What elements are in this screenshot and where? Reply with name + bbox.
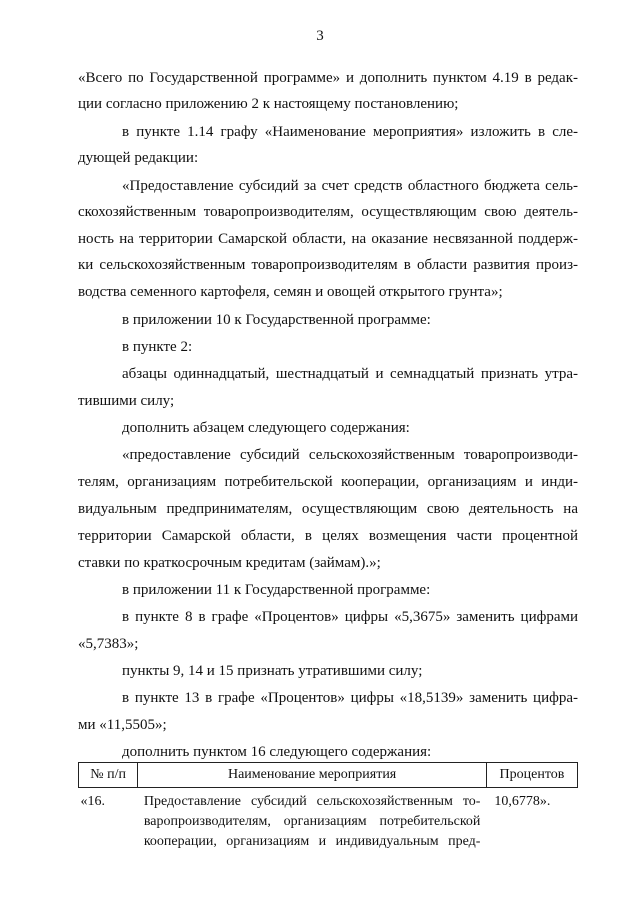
text-line: «предоставление субсидий сельскохозяйственным товаропроизводи-: [122, 447, 578, 463]
text-line: ми «11,5505»;: [78, 717, 167, 733]
text-line: ки сельскохозяйственным товаропроизводителям в области развития произ-: [78, 257, 578, 273]
text-line: в пункте 13 в графе «Процентов» цифры «18,5139» заменить цифра-: [122, 690, 578, 706]
text-line: ции согласно приложению 2 к настоящему постановлению;: [78, 96, 459, 112]
table-header-row: [79, 763, 578, 788]
text-line: дующей редакции:: [78, 150, 199, 166]
text-line: ность на территории Самарской области, на оказание несвязанной поддерж-: [78, 231, 578, 247]
row-name-line: варопроизводителям, организациям потребительской: [143, 814, 481, 829]
row-name: [138, 788, 487, 853]
measures-table: [78, 762, 578, 852]
text-line: дополнить пунктом 16 следующего содержания:: [122, 744, 432, 760]
text-line: пункты 9, 14 и 15 признать утратившими силу;: [122, 663, 423, 679]
text-line: в пункте 1.14 графу «Наименование мероприятия» изложить в сле-: [122, 124, 578, 140]
text-line: в пункте 8 в графе «Процентов» цифры «5,3675» заменить цифрами: [122, 609, 578, 625]
text-line: в пункте 2:: [122, 339, 193, 355]
column-header-number: № п/п: [79, 763, 138, 788]
text-line: водства семенного картофеля, семян и овощей открытого грунта»;: [78, 284, 503, 300]
text-line: дополнить абзацем следующего содержания:: [122, 420, 410, 436]
text-line: скохозяйственным товаропроизводителям, осуществляющим свою деятель-: [78, 204, 578, 220]
text-line: «Всего по Государственной программе» и дополнить пунктом 4.19 в редак-: [78, 70, 578, 86]
row-number-text: «16.: [80, 794, 105, 809]
row-percent-text: 10,6778».: [494, 794, 551, 809]
text-line: в приложении 10 к Государственной программе:: [122, 312, 431, 328]
text-line: «Предоставление субсидий за счет средств областного бюджета сель-: [122, 178, 578, 194]
text-line: территории Самарской области, в целях возмещения части процентной: [78, 528, 578, 544]
text-line: «5,7383»;: [78, 636, 139, 652]
page-number: 3: [316, 28, 324, 44]
text-line: абзацы одиннадцатый, шестнадцатый и семнадцатый признать утра-: [122, 366, 578, 382]
table-row: [79, 788, 578, 853]
row-name-line: Предоставление субсидий сельскохозяйственным то-: [143, 794, 481, 809]
column-header-name: Наименование мероприятия: [138, 763, 487, 788]
text-line: ставки по краткосрочным кредитам (займам).»;: [78, 555, 381, 571]
row-name-line: кооперации, организациям и индивидуальным пред-: [143, 834, 481, 849]
text-line: видуальным предпринимателям, осуществляющим свою деятельность на: [78, 501, 578, 517]
text-line: в приложении 11 к Государственной программе:: [122, 582, 431, 598]
row-number: [79, 788, 138, 853]
text-line: телям, организациям потребительской кооперации, организациям и инди-: [78, 474, 578, 490]
row-percent: [486, 788, 577, 853]
column-header-percent: Процентов: [486, 763, 577, 788]
text-line: тившими силу;: [78, 393, 175, 409]
